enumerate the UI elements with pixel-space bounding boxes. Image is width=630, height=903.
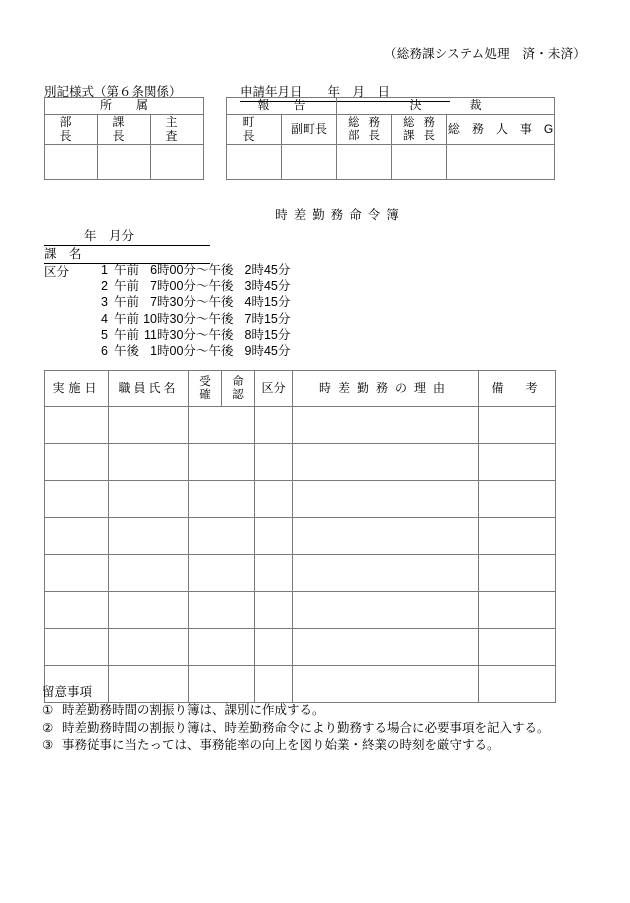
record-header-receipt-line2: 確 — [199, 388, 211, 401]
cell-receipt-order[interactable] — [189, 629, 255, 666]
table-row — [45, 407, 556, 444]
approval-col-somukacho-line2: 課長 — [403, 129, 444, 142]
time-slot-start-min: 00分 — [169, 344, 196, 359]
cell-receipt-order[interactable] — [189, 444, 255, 481]
cell-employee-name[interactable] — [109, 592, 189, 629]
year-month-field[interactable]: 年 月分 — [44, 226, 210, 246]
time-slot-item: 5 午前 11時30分～午後 8時15分 — [92, 327, 290, 343]
record-header-date: 実施日 — [45, 371, 109, 407]
time-slot-end-min: 45分 — [263, 263, 291, 277]
approval-group-header-row — [227, 98, 555, 115]
cell-reason[interactable] — [293, 592, 479, 629]
time-slot-start-hour: 11 — [144, 327, 158, 342]
table-row — [45, 518, 556, 555]
time-slot-section — [44, 262, 290, 359]
time-slot-start-hour: 10 — [143, 311, 158, 326]
time-slot-start-hour: 6 — [150, 263, 158, 277]
document-title: 時差勤務命令簿 — [275, 208, 405, 222]
time-slot-end-ampm: 午後 — [208, 327, 234, 342]
cell-date[interactable] — [45, 481, 109, 518]
cell-date[interactable] — [45, 518, 109, 555]
note-number: ② — [42, 720, 54, 735]
cell-note[interactable] — [479, 629, 556, 666]
time-slot-number: 5 — [101, 327, 108, 342]
system-processing-note: （総務課システム処理 済・未済） — [384, 47, 586, 61]
application-date-line[interactable]: 申請年月日 年 月 日 — [240, 82, 450, 102]
time-slot-end-hour: 9 — [244, 344, 252, 359]
approval-table — [226, 97, 555, 180]
cell-kubun[interactable] — [255, 592, 293, 629]
time-slot-start-min: 00分 — [169, 279, 196, 294]
notes-list — [42, 702, 550, 755]
approval-col-somukacho — [392, 115, 447, 145]
cell-date[interactable] — [45, 555, 109, 592]
time-slot-item: 6 午後 1時00分～午後 9時45分 — [92, 343, 290, 359]
cell-note[interactable] — [479, 444, 556, 481]
approval-col-chocho: 町 長 — [227, 115, 282, 145]
time-slot-end-hour: 4 — [244, 295, 252, 310]
time-slot-start-ampm: 午前 — [114, 279, 140, 294]
time-slot-end-min: 15分 — [263, 327, 291, 342]
time-slot-list — [92, 262, 290, 359]
approval-col-somukacho-line1: 総務 — [403, 117, 444, 130]
table-row — [45, 481, 556, 518]
approval-stamp-fukuchocho[interactable] — [282, 145, 337, 180]
record-table-header-row — [45, 371, 556, 407]
record-header-employee-name: 職員氏名 — [109, 371, 189, 407]
cell-employee-name[interactable] — [109, 629, 189, 666]
time-slot-number: 6 — [101, 344, 108, 359]
approval-col-somukacho-stack — [392, 117, 446, 141]
kubun-label: 区分 — [44, 265, 70, 279]
cell-reason[interactable] — [293, 481, 479, 518]
cell-note[interactable] — [479, 407, 556, 444]
list-item — [42, 737, 550, 755]
cell-kubun[interactable] — [255, 518, 293, 555]
cell-reason[interactable] — [293, 629, 479, 666]
approval-stamp-somubucho[interactable] — [337, 145, 392, 180]
approval-stamp-chocho[interactable] — [227, 145, 282, 180]
cell-employee-name[interactable] — [109, 407, 189, 444]
cell-receipt-order[interactable] — [189, 518, 255, 555]
cell-receipt-order[interactable] — [189, 407, 255, 444]
time-slot-end-hour: 3 — [244, 279, 252, 294]
cell-note[interactable] — [479, 518, 556, 555]
time-slot-start-hour: 7 — [150, 295, 158, 310]
record-header-reason: 時差勤務の理由 — [293, 371, 479, 407]
approval-group-decision: 決 裁 — [337, 98, 555, 115]
note-number: ① — [42, 703, 54, 717]
record-header-receipt — [189, 371, 222, 407]
time-slot-start-min: 30分 — [169, 311, 196, 326]
affiliation-col-kacho: 課 長 — [98, 115, 151, 145]
cell-note[interactable] — [479, 555, 556, 592]
record-header-kubun: 区分 — [255, 371, 293, 407]
time-slot-end-ampm: 午後 — [208, 279, 234, 294]
cell-reason[interactable] — [293, 444, 479, 481]
form-reference-label: 別記様式（第６条関係） — [44, 85, 182, 99]
time-slot-end-hour: 7 — [244, 311, 252, 326]
affiliation-col-bucho: 部 長 — [45, 115, 98, 145]
time-slot-start-ampm: 午後 — [114, 344, 140, 359]
table-row — [45, 444, 556, 481]
notes-title: 留意事項 — [42, 685, 93, 699]
affiliation-header-cell: 所 属 — [45, 98, 204, 115]
list-item — [42, 720, 550, 738]
time-slot-start-hour: 7 — [150, 279, 158, 294]
time-slot-end-min: 45分 — [263, 344, 291, 359]
approval-col-somubucho-stack — [337, 117, 391, 141]
time-slot-number: 1 — [101, 263, 108, 277]
cell-date[interactable] — [45, 444, 109, 481]
cell-kubun[interactable] — [255, 407, 293, 444]
time-slot-start-ampm: 午前 — [114, 327, 140, 342]
notes-section — [42, 682, 550, 755]
record-header-receipt-line1: 受 — [199, 376, 211, 389]
cell-employee-name[interactable] — [109, 481, 189, 518]
time-slot-end-min: 45分 — [263, 279, 291, 294]
cell-note[interactable] — [479, 592, 556, 629]
time-slot-start-min: 30分 — [169, 295, 196, 310]
time-slot-number: 4 — [101, 311, 108, 326]
note-text: 時差勤務時間の割振り簿は、時差勤務命令により勤務する場合に必要事項を記入する。 — [62, 720, 550, 735]
time-slot-item: 3 午前 7時30分～午後 4時15分 — [92, 294, 290, 310]
cell-receipt-order[interactable] — [189, 481, 255, 518]
cell-reason[interactable] — [293, 518, 479, 555]
time-slot-end-ampm: 午後 — [208, 344, 234, 359]
cell-reason[interactable] — [293, 555, 479, 592]
time-slot-end-ampm: 午後 — [208, 295, 234, 310]
affiliation-stamp-bucho[interactable] — [45, 145, 98, 180]
time-slot-item: 2 午前 7時00分～午後 3時45分 — [92, 278, 290, 294]
section-name-field[interactable]: 課 名 — [44, 244, 210, 264]
time-slot-end-hour: 2 — [244, 263, 252, 277]
approval-col-somubucho — [337, 115, 392, 145]
table-row — [45, 555, 556, 592]
time-slot-start-hour: 1 — [150, 344, 158, 359]
time-slot-number: 2 — [101, 279, 108, 294]
table-row — [45, 592, 556, 629]
affiliation-table — [44, 97, 212, 180]
table-row — [45, 629, 556, 666]
time-slot-start-min: 00分 — [169, 263, 196, 277]
cell-date[interactable] — [45, 629, 109, 666]
cell-kubun[interactable] — [255, 444, 293, 481]
time-slot-end-min: 15分 — [263, 311, 291, 326]
time-slot-end-ampm: 午後 — [208, 311, 234, 326]
approval-col-fukuchocho: 副町長 — [282, 115, 337, 145]
list-item — [42, 702, 550, 720]
record-table — [44, 370, 556, 703]
approval-stamp-row — [227, 145, 555, 180]
affiliation-col-shusa: 主 査 — [151, 115, 204, 145]
cell-receipt-order[interactable] — [189, 592, 255, 629]
record-header-note: 備 考 — [479, 371, 556, 407]
approval-col-somubucho-line2: 部長 — [348, 129, 389, 142]
record-header-order-line1: 命 — [232, 376, 244, 389]
time-slot-number: 3 — [101, 295, 108, 310]
cell-kubun[interactable] — [255, 555, 293, 592]
affiliation-header-row — [45, 98, 204, 115]
record-header-receipt-stack — [189, 376, 221, 400]
cell-employee-name[interactable] — [109, 518, 189, 555]
approval-stamp-somujinji-g[interactable] — [447, 145, 555, 180]
note-text: 時差勤務時間の割振り簿は、課別に作成する。 — [62, 703, 325, 717]
time-slot-start-ampm: 午前 — [114, 311, 140, 326]
cell-note[interactable] — [479, 481, 556, 518]
affiliation-stamp-shusa[interactable] — [151, 145, 204, 180]
time-slot-start-ampm: 午前 — [114, 263, 140, 277]
record-header-order — [222, 371, 255, 407]
approval-stamp-somukacho[interactable] — [392, 145, 447, 180]
cell-date[interactable] — [45, 592, 109, 629]
approval-col-somujinji-g: 総 務 人 事 G — [447, 115, 555, 145]
time-slot-start-ampm: 午前 — [114, 295, 140, 310]
cell-kubun[interactable] — [255, 481, 293, 518]
time-slot-start-min: 30分 — [169, 327, 196, 342]
time-slot-item: 4 午前 10時30分～午後 7時15分 — [92, 311, 290, 327]
approval-label-row — [227, 115, 555, 145]
cell-reason[interactable] — [293, 407, 479, 444]
cell-employee-name[interactable] — [109, 555, 189, 592]
time-slot-item: 1 午前 6時00分～午後 2時45分 — [92, 262, 290, 278]
cell-receipt-order[interactable] — [189, 555, 255, 592]
time-slot-end-hour: 8 — [244, 327, 252, 342]
cell-employee-name[interactable] — [109, 444, 189, 481]
time-slot-end-ampm: 午後 — [208, 263, 234, 277]
cell-kubun[interactable] — [255, 629, 293, 666]
approval-group-report: 報 告 — [227, 98, 337, 115]
affiliation-label-row — [45, 115, 204, 145]
cell-date[interactable] — [45, 407, 109, 444]
record-header-order-stack — [222, 376, 254, 400]
affiliation-stamp-kacho[interactable] — [98, 145, 151, 180]
time-slot-end-min: 15分 — [263, 295, 291, 310]
note-number: ③ — [42, 738, 54, 752]
note-text: 事務従事に当たっては、事務能率の向上を図り始業・終業の時刻を厳守する。 — [62, 738, 500, 752]
approval-col-somubucho-line1: 総務 — [348, 117, 389, 130]
record-header-order-line2: 認 — [232, 388, 244, 401]
affiliation-stamp-row — [45, 145, 204, 180]
